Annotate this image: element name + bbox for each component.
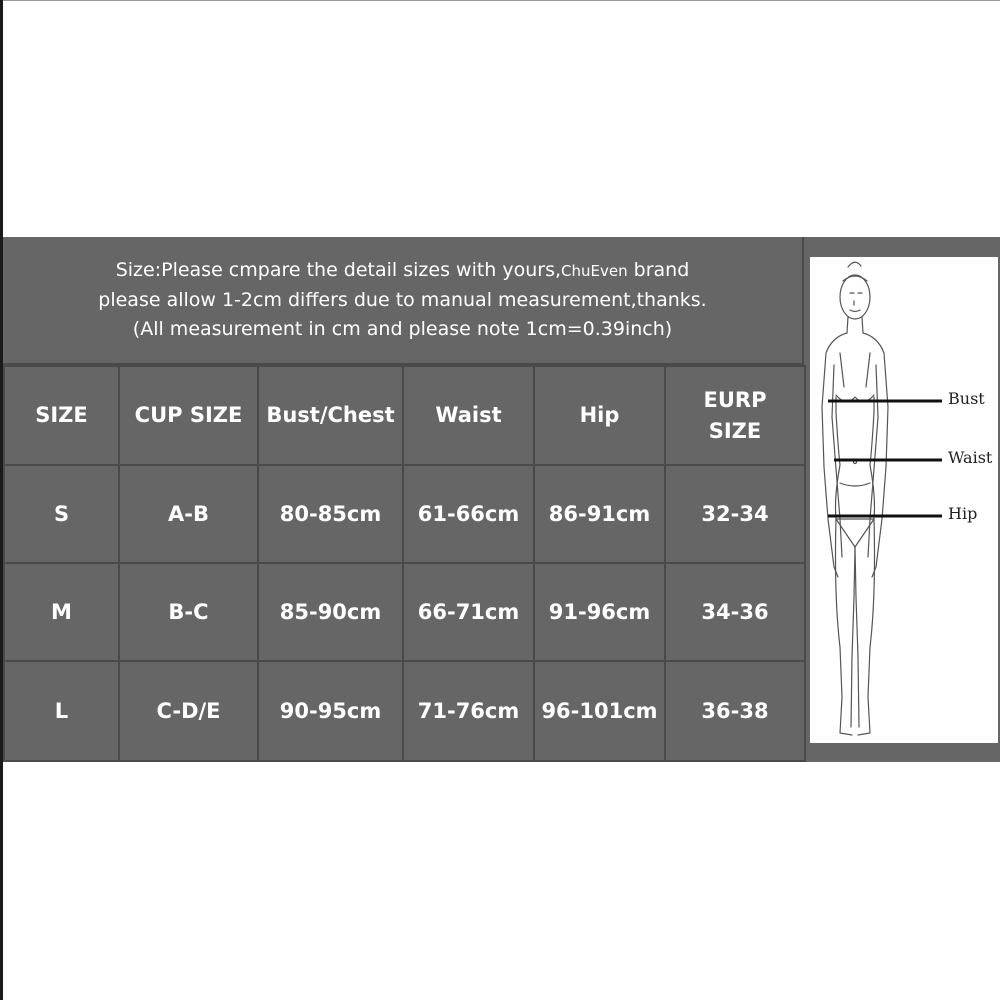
table-row — [4, 465, 805, 563]
note-line-2: please allow 1-2cm differs due to manual measurement,thanks. — [98, 289, 707, 311]
bust-label: Bust — [948, 389, 985, 408]
note-line-1-text: Size:Please cmpare the detail sizes with yours, — [115, 259, 562, 281]
cell-bust: 80-85cm — [258, 465, 403, 563]
header-eurp-size-text: EURP SIZE — [703, 387, 767, 443]
cell-eurp-size: 36-38 — [665, 661, 805, 761]
cell-waist: 61-66cm — [403, 465, 534, 563]
cell-eurp-size: 32-34 — [665, 465, 805, 563]
cell-waist: 71-76cm — [403, 661, 534, 761]
header-cup-size: CUP SIZE — [119, 366, 258, 465]
body-outline-illustration — [810, 257, 998, 743]
table-row — [4, 563, 805, 661]
cell-cup-size: A-B — [119, 465, 258, 563]
waist-label: Waist — [948, 448, 993, 467]
size-chart — [3, 237, 1000, 762]
cell-bust: 90-95cm — [258, 661, 403, 761]
measurement-figure-panel — [806, 237, 1000, 762]
cell-size: M — [4, 563, 119, 661]
header-eurp-size — [665, 366, 805, 465]
note-line-3: (All measurement in cm and please note 1cm=0.39inch) — [132, 318, 673, 340]
size-note — [3, 237, 804, 365]
cell-hip: 91-96cm — [534, 563, 665, 661]
cell-cup-size: B-C — [119, 563, 258, 661]
header-hip: Hip — [534, 366, 665, 465]
note-line-1 — [116, 256, 690, 286]
cell-eurp-size: 34-36 — [665, 563, 805, 661]
header-bust-chest: Bust/Chest — [258, 366, 403, 465]
brand-name: ChuEven — [561, 262, 628, 280]
hip-label: Hip — [948, 504, 978, 523]
cell-bust: 85-90cm — [258, 563, 403, 661]
note-line-1-brand-suffix: brand — [627, 259, 690, 281]
header-row — [4, 366, 805, 465]
cell-waist: 66-71cm — [403, 563, 534, 661]
table-row — [4, 661, 805, 761]
size-table — [3, 365, 806, 762]
header-size: SIZE — [4, 366, 119, 465]
header-waist: Waist — [403, 366, 534, 465]
cell-size: S — [4, 465, 119, 563]
cell-size: L — [4, 661, 119, 761]
top-border — [0, 0, 1000, 1]
cell-hip: 86-91cm — [534, 465, 665, 563]
measurement-figure-card — [810, 257, 998, 743]
cell-hip: 96-101cm — [534, 661, 665, 761]
cell-cup-size: C-D/E — [119, 661, 258, 761]
